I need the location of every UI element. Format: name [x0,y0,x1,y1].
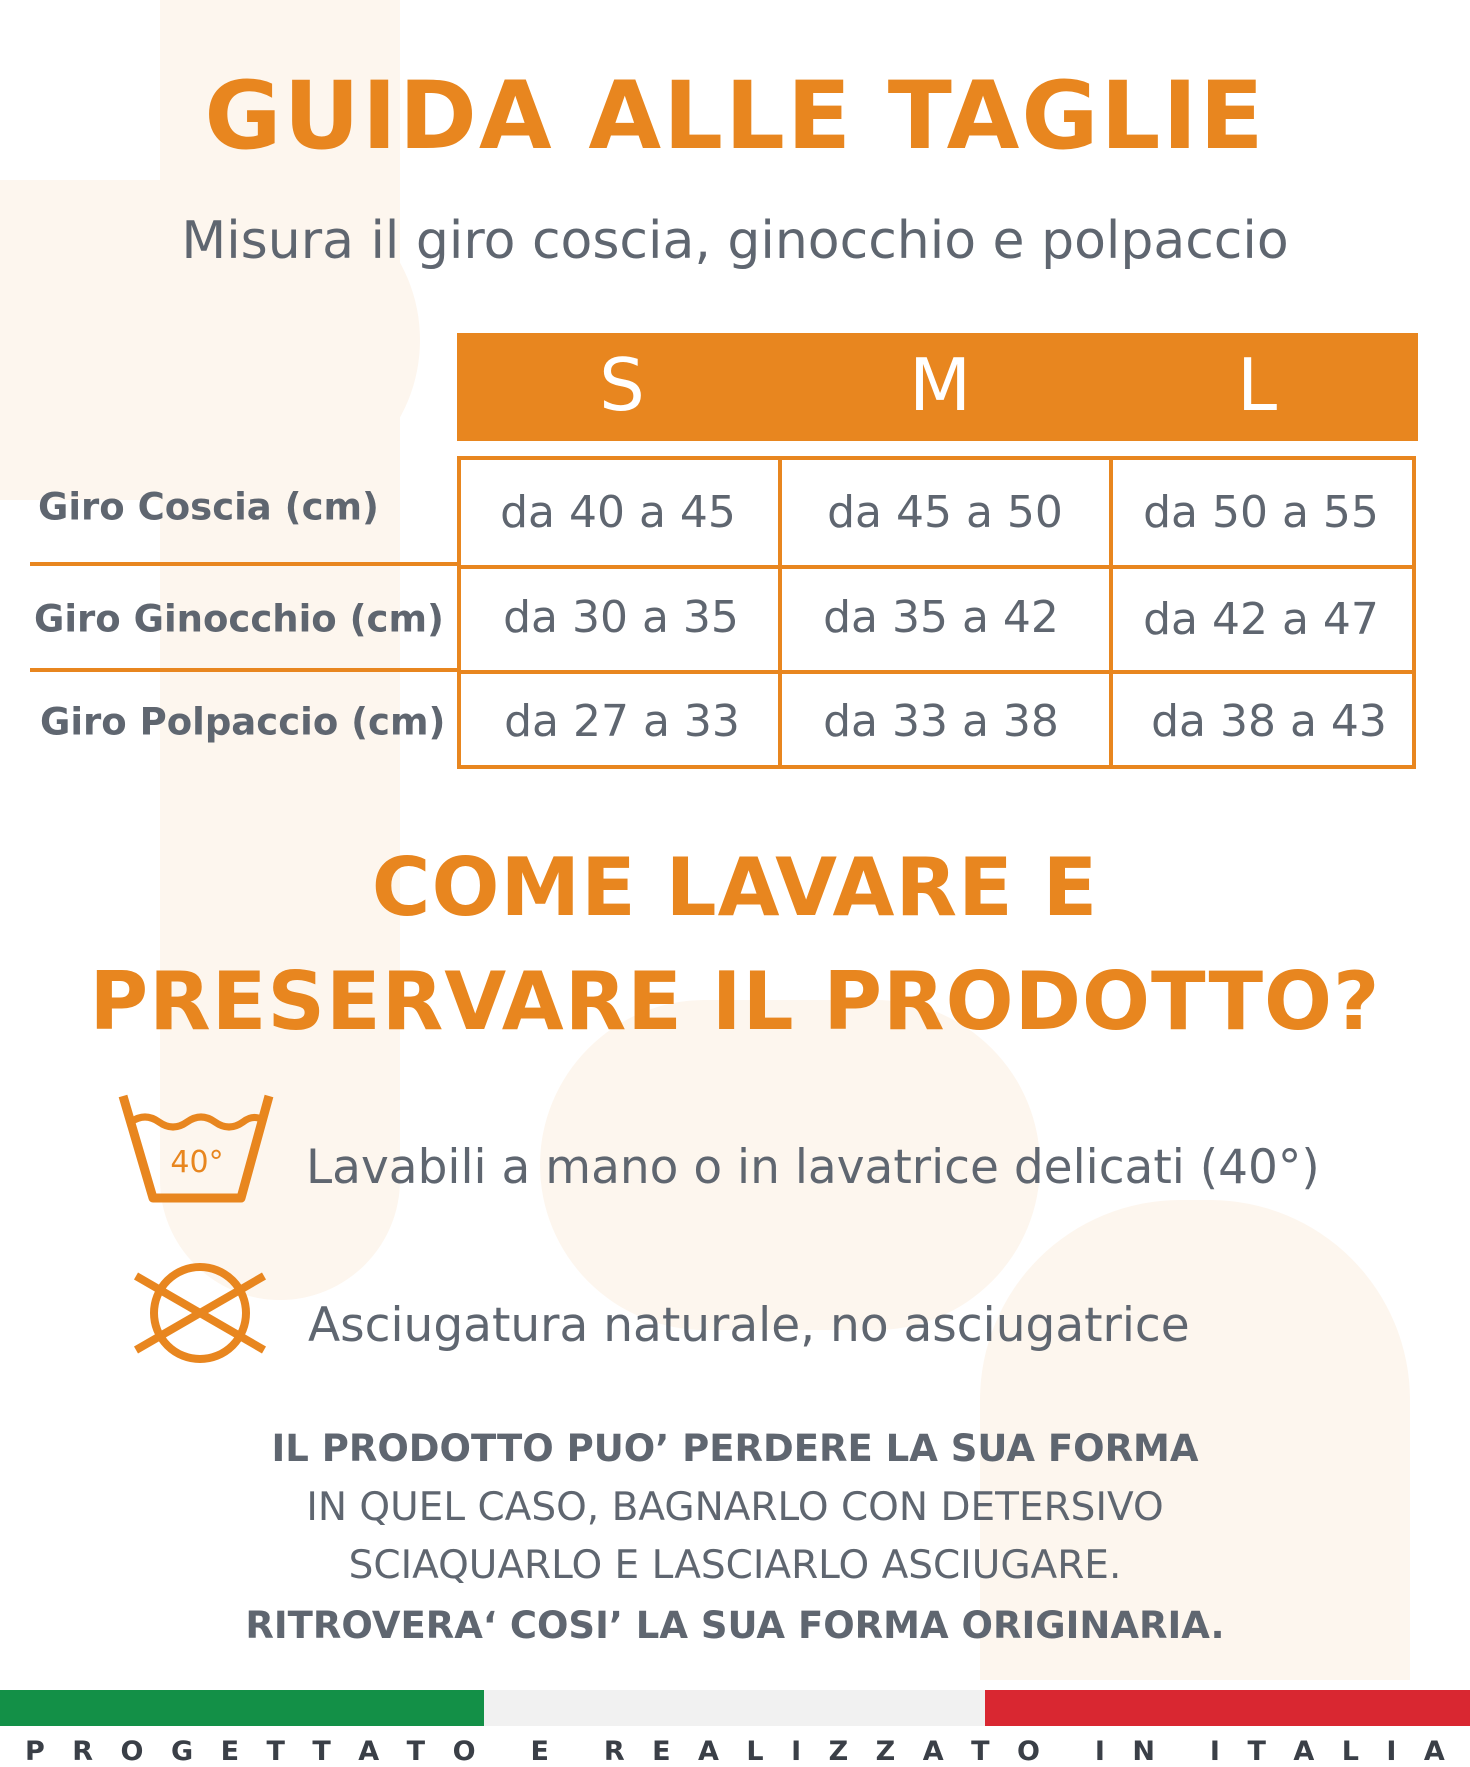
size-label-s: S [599,343,645,427]
footer-letter: T [1247,1736,1266,1767]
note-line-2: IN QUEL CASO, BAGNARLO CON DETERSIVO [306,1485,1164,1530]
footer-letter: Z [875,1736,896,1767]
care-item-dry: Asciugatura naturale, no asciugatrice [308,1298,1190,1353]
footer-letter: I [1386,1736,1397,1767]
footer-letter: A [922,1736,944,1767]
care-title-line1: COME LAVARE E [371,841,1099,934]
grid-divider [461,565,1412,569]
grid-divider [1109,460,1113,765]
footer-letter: O [452,1736,476,1767]
footer-letter: N [1132,1736,1155,1767]
table-cell: da 35 a 42 [823,592,1059,643]
table-cell: da 30 a 35 [503,592,739,643]
footer-letter: E [220,1736,240,1767]
footer-letter: G [170,1736,194,1767]
grid-divider [778,460,782,765]
table-cell: da 45 a 50 [827,487,1063,538]
footer-letter: I [791,1736,802,1767]
footer-letter: L [746,1736,764,1767]
footer-letter: O [120,1736,144,1767]
table-cell: da 50 a 55 [1143,487,1379,538]
size-label-m: M [908,343,972,427]
page-title: GUIDA ALLE TAGLIE [204,62,1266,171]
flag-stripe-green [0,1690,484,1726]
footer-letter: T [266,1736,285,1767]
table-cell: da 40 a 45 [500,487,736,538]
wash-40-icon [115,1090,275,1205]
size-label-l: L [1236,343,1278,427]
footer-letter: R [603,1736,625,1767]
footer-letter: A [1423,1736,1445,1767]
footer-letter: E [530,1736,549,1767]
grid-divider [461,670,1412,674]
footer-letter: E [652,1736,671,1767]
footer-letter: L [1341,1736,1359,1767]
wash-temperature-label: 40° [170,1145,224,1180]
footer-letter: I [1094,1736,1105,1767]
footer-letter: T [312,1736,331,1767]
footer-letter: R [72,1736,94,1767]
no-tumble-dry-icon [132,1258,268,1368]
footer-letter: I [1209,1736,1220,1767]
row-label-polpaccio: Giro Polpaccio (cm) [40,700,446,744]
footer-letter: A [1293,1736,1315,1767]
table-cell: da 33 a 38 [823,696,1059,747]
flag-stripe-red [985,1690,1470,1726]
flag-stripe-white [484,1690,985,1726]
footer-letter: Z [828,1736,849,1767]
note-line-3: SCIAQUARLO E LASCIARLO ASCIUGARE. [348,1543,1122,1588]
care-title-line2: PRESERVARE IL PRODOTTO? [89,955,1381,1048]
size-header-bar [457,333,1418,441]
footer-letter: A [358,1736,380,1767]
row-separator [30,562,460,566]
table-cell: da 42 a 47 [1143,594,1379,645]
note-line-1: IL PRODOTTO PUO’ PERDERE LA SUA FORMA [271,1427,1199,1470]
care-item-wash: Lavabili a mano o in lavatrice delicati (40°) [306,1140,1320,1195]
footer-tagline [0,1736,1470,1767]
row-label-ginocchio: Giro Ginocchio (cm) [34,597,444,641]
note-line-4: RITROVERA‘ COSI’ LA SUA FORMA ORIGINARIA. [245,1604,1225,1647]
footer-letter: A [698,1736,719,1767]
row-label-coscia: Giro Coscia (cm) [38,485,379,529]
page-subtitle: Misura il giro coscia, ginocchio e polpaccio [181,211,1289,271]
table-cell: da 38 a 43 [1151,696,1387,747]
size-table-grid [457,456,1416,769]
footer-letter: P [25,1736,45,1767]
footer-letter: T [971,1736,990,1767]
footer-letter: O [1016,1736,1040,1767]
footer-letter: T [406,1736,426,1767]
row-separator [30,668,460,672]
table-cell: da 27 a 33 [504,696,740,747]
